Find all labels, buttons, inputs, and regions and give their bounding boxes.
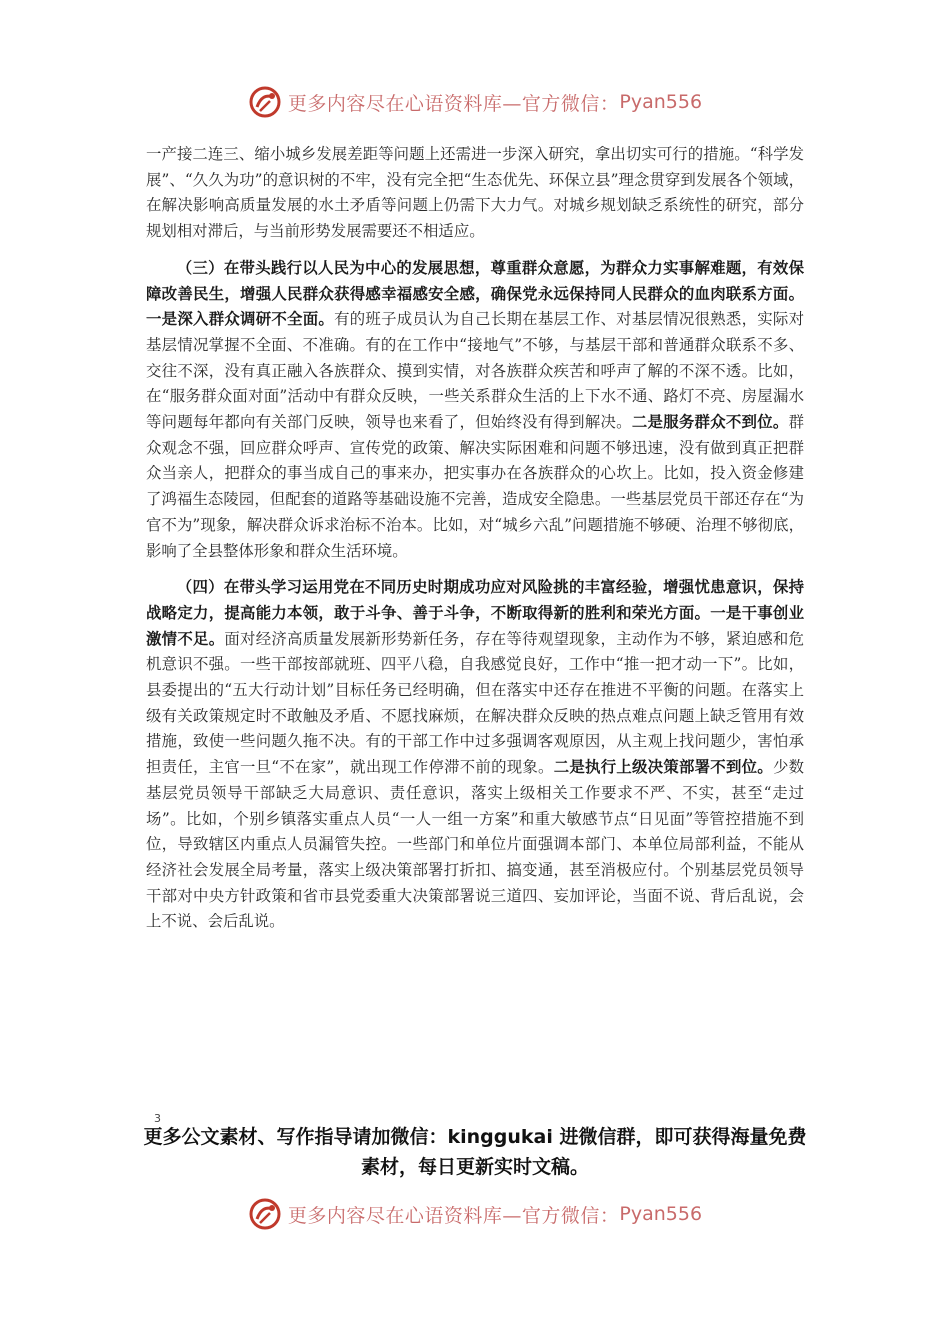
footer-banner-text: 更多内容尽在心语资料库—官方微信： — [287, 1204, 620, 1227]
section-three-text-a: 有的班子成员认为自己长期在基层工作、对基层情况很熟悉，实际对基层情况掌握不全面、不准确。有的在工作中“接地气”不够，与基层干部和普通群众联系不多、交往不深，没有真正融入各族群众、摸到实情，对各族群众疾苦和呼声了解的不深不透。比如，在“服务群众面对面”活动中有群众反映，一些关系群众生活的上下水不通、路灯不亮、房屋漏水等问题每年都向有关部门反映，领导也来看了，但始终没有得到解决。 — [146, 310, 804, 432]
section-four-text-b: 少数基层党员领导干部缺乏大局意识、责任意识，落实上级相关工作要求不严、不实，甚至“走过场”。比如，个别乡镇落实重点人员“一人一组一方案”和重大敏感节点“日见面”等管控措施不到位，导致辖区内重点人员漏管失控。一些部门和单位片面强调本部门、本单位局部利益，不能从经济社会发展全局考量，落实上级决策部署打折扣、搞变通，甚至消极应付。个别基层党员领导干部对中央方针政策和省市县党委重大决策部署说三道四、妄加评论，当面不说、背后乱说，会上不说、会后乱说。 — [146, 758, 804, 931]
paragraph-section-three — [146, 256, 804, 564]
footer-banner — [0, 1194, 950, 1234]
page-number: 3 — [154, 1112, 161, 1125]
section-three-text-b: 群众观念不强，回应群众呼声、宣传党的政策、解决实际困难和问题不够迅速，没有做到真正把群众当亲人，把群众的事当成自己的事来办，把实事办在各族群众的心坎上。比如，投入资金修建了鸿福生态陵园，但配套的道路等基础设施不完善，造成安全隐患。一些基层党员干部还存在“为官不为”现象，解决群众诉求治标不治本。比如，对“城乡六乱”问题措施不够硬、治理不够彻底，影响了全县整体形象和群众生活环境。 — [146, 413, 804, 560]
footer-note: 更多公文素材、写作指导请加微信：kinggukai 进微信群，即可获得海量免费素材，每日更新实时文稿。 — [143, 1126, 807, 1178]
footer-banner-wechat-id: Pyan556 — [619, 1203, 703, 1225]
section-three-subheading: 二是服务群众不到位。 — [631, 413, 789, 432]
section-four-text-a: 面对经济高质量发展新形势新任务，存在等待观望现象，主动作为不够，紧迫感和危机意识不强。一些干部按部就班、四平八稳，自我感觉良好，工作中“推一把才动一下”。比如，县委提出的“五大行动计划”目标任务已经明确，但在落实中还存在推进不平衡的问题。在落实上级有关政策规定时不敢触及矛盾、不愿找麻烦，在解决群众反映的热点难点问题上缺乏管用有效措施，致使一些问题久拖不决。有的干部工作中过多强调客观原因，从主观上找问题少，害怕承担责任，主官一旦“不在家”，就出现工作停滞不前的现象。 — [146, 629, 804, 777]
section-three-heading: （三）在带头践行以人民为中心的发展思想，尊重群众意愿，为群众力实事解难题，有效保障改善民生，增强人民群众获得感幸福感安全感，确保党永远保持同人民群众的血肉联系方面。一是深入群众调研不全面。 — [146, 258, 804, 329]
header-banner-text: 更多内容尽在心语资料库—官方微信： — [287, 92, 620, 115]
header-banner-wechat-id: Pyan556 — [619, 91, 703, 113]
paragraph-continuation: 一产接二连三、缩小城乡发展差距等问题上还需进一步深入研究，拿出切实可行的措施。“科学发展”、“久久为功”的意识树的不牢，没有完全把“生态优先、环保立县”理念贯穿到发展各个领域，在解决影响高质量发展的水土矛盾等问题上仍需下大力气。对城乡规划缺乏系统性的研究，部分规划相对滞后，与当前形势发展需要还不相适应。 — [146, 145, 804, 241]
paragraph-section-four — [146, 575, 804, 935]
document-body — [146, 142, 804, 946]
brain-logo-icon — [248, 85, 282, 119]
brain-logo-icon — [248, 1197, 282, 1231]
section-four-subheading: 二是执行上级决策部署不到位。 — [553, 758, 773, 777]
section-four-heading: （四）在带头学习运用党在不同历史时期成功应对风险挑的丰富经验，增强忧患意识，保持战略定力，提高能力本领，敢于斗争、善于斗争，不断取得新的胜利和荣光方面。一是干事创业激情不足。 — [146, 578, 804, 648]
header-banner — [0, 82, 950, 122]
